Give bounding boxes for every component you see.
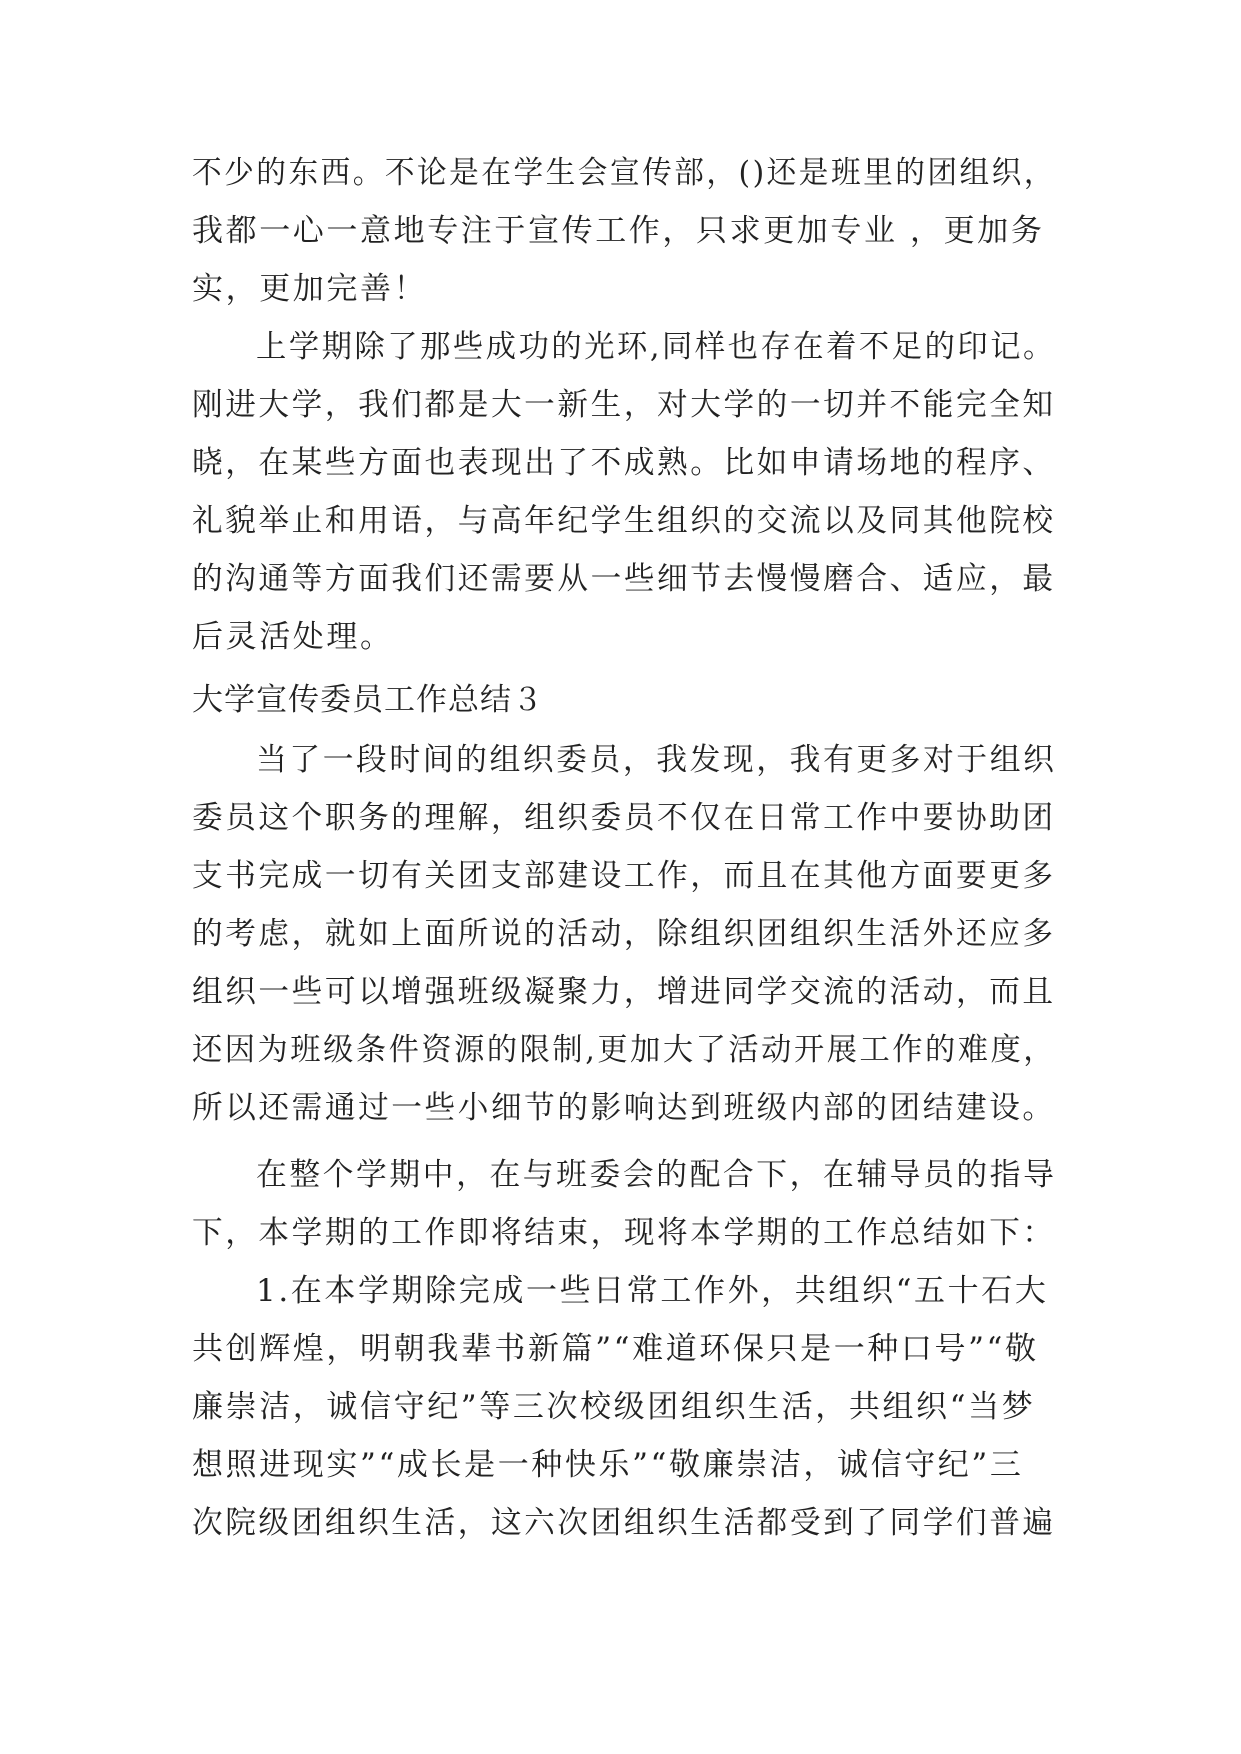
paragraph-start-line: 当了一段时间的组织委员，我发现，我有更多对于组织 [256, 742, 1057, 778]
text-line: 组织一些可以增强班级凝聚力，增进同学交流的活动，而且 [192, 974, 1056, 1010]
paragraph-start-line: 在整个学期中，在与班委会的配合下，在辅导员的指导 [256, 1157, 1057, 1193]
text-line: 共创辉煌，明朝我辈书新篇”“难道环保只是一种口号”“敬 [192, 1331, 1039, 1367]
text-line: 礼貌举止和用语，与高年纪学生组织的交流以及同其他院校 [192, 503, 1056, 539]
paragraph-start-line: 上学期除了那些成功的光环,同样也存在着不足的印记。 [256, 329, 1056, 365]
text-line: 委员这个职务的理解，组织委员不仅在日常工作中要协助团 [192, 800, 1056, 836]
text-line: 想照进现实”“成长是一种快乐”“敬廉崇洁，诚信守纪”三 [192, 1447, 1024, 1483]
text-line: 后灵活处理。 [192, 619, 394, 655]
text-line: 实，更加完善！ [192, 271, 428, 307]
text-line: 支书完成一切有关团支部建设工作，而且在其他方面要更多 [192, 858, 1056, 894]
text-line: 下，本学期的工作即将结束，现将本学期的工作总结如下： [192, 1215, 1056, 1251]
text-line: 的考虑，就如上面所说的活动，除组织团组织生活外还应多 [192, 916, 1056, 952]
text-line: 还因为班级条件资源的限制,更加大了活动开展工作的难度， [192, 1032, 1057, 1068]
text-line: 廉崇洁，诚信守纪”等三次校级团组织生活，共组织“当梦 [192, 1389, 1036, 1425]
section-heading: 大学宣传委员工作总结３ [192, 682, 544, 718]
text-line: 我都一心一意地专注于宣传工作，只求更加专业 ，更加务 [192, 213, 1045, 249]
text-line: 刚进大学，我们都是大一新生，对大学的一切并不能完全知 [192, 387, 1056, 423]
list-item-line: 1.在本学期除完成一些日常工作外，共组织“五十石大 [256, 1273, 1049, 1309]
text-line: 次院级团组织生活，这六次团组织生活都受到了同学们普遍 [192, 1505, 1056, 1541]
text-line: 所以还需通过一些小细节的影响达到班级内部的团结建设。 [192, 1090, 1056, 1126]
text-line: 的沟通等方面我们还需要从一些细节去慢慢磨合、适应，最 [192, 561, 1056, 597]
text-line: 晓，在某些方面也表现出了不成熟。比如申请场地的程序、 [192, 445, 1056, 481]
text-line: 不少的东西。不论是在学生会宣传部，()还是班里的团组织， [192, 155, 1056, 191]
